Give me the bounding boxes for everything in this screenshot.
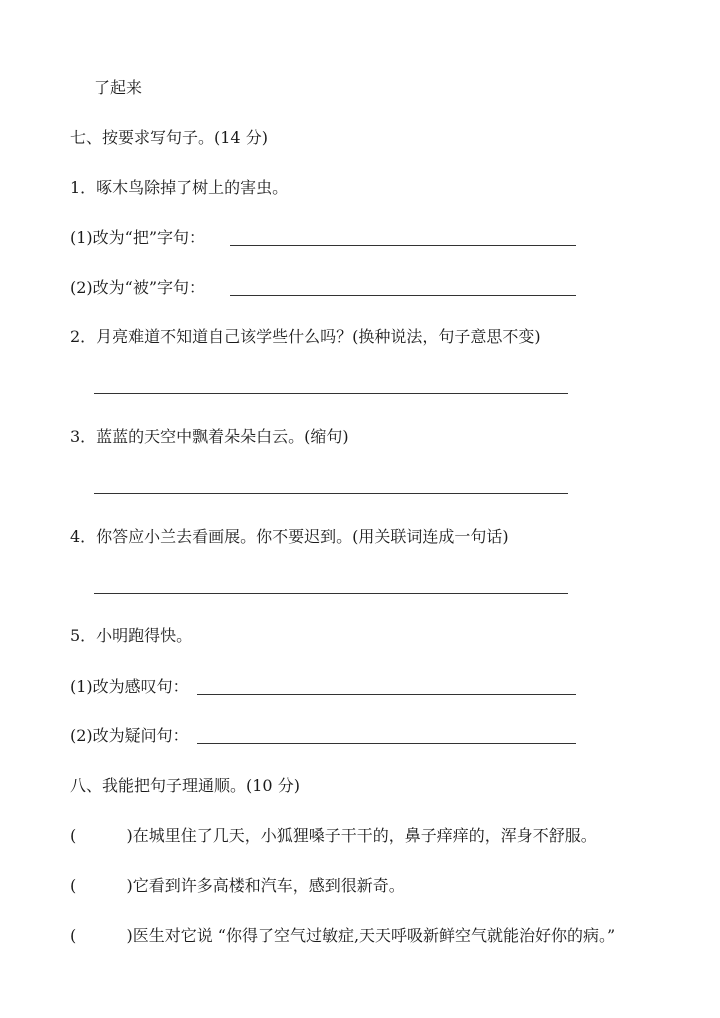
q3-prompt: 3．蓝蓝的天空中飘着朵朵白云。(缩句) [70, 427, 349, 446]
q3-answer-line[interactable] [94, 493, 568, 494]
order-item [70, 876, 405, 896]
q5-prompt: 5．小明跑得快。 [70, 626, 193, 645]
q2-prompt: 2．月亮难道不知道自己该学些什么吗？(换种说法，句子意思不变) [70, 327, 541, 346]
order-sentence: 在城里住了几天，小狐狸嗓子干干的，鼻子痒痒的，浑身不舒服。 [132, 826, 597, 845]
q1-sub1-label: (1)改为“把”字句： [70, 228, 206, 247]
section7-heading: 七、按要求写句子。(14 分) [70, 128, 268, 147]
q1-sub2-answer-line[interactable] [230, 295, 576, 296]
q5-sub1 [70, 677, 189, 697]
continuation-text: 了起来 [94, 78, 143, 97]
order-sentence: 医生对它说 “你得了空气过敏症,天天呼吸新鲜空气就能治好你的病。” [132, 926, 616, 945]
q5-sub2-label: (2)改为疑问句： [70, 726, 189, 745]
q2-answer-line[interactable] [94, 393, 568, 394]
q5-sub2 [70, 726, 189, 746]
section8-heading: 八、我能把句子理通顺。(10 分) [70, 776, 300, 795]
q1-sub2 [70, 278, 205, 298]
q5-sub2-answer-line[interactable] [197, 743, 576, 744]
order-item [70, 826, 597, 846]
order-open-paren: ( [70, 876, 77, 895]
order-close-paren: ) [126, 826, 133, 845]
order-close-paren: ) [126, 876, 133, 895]
q1-sub2-label: (2)改为“被”字句： [70, 278, 206, 297]
q1-prompt: 1．啄木鸟除掉了树上的害虫。 [70, 178, 289, 197]
q1-sub1 [70, 228, 205, 248]
order-close-paren: ) [126, 926, 133, 945]
q5-sub1-answer-line[interactable] [197, 694, 576, 695]
q4-answer-line[interactable] [94, 593, 568, 594]
q5-sub1-label: (1)改为感叹句： [70, 677, 189, 696]
order-item [70, 926, 615, 946]
order-sentence: 它看到许多高楼和汽车，感到很新奇。 [132, 876, 405, 895]
order-open-paren: ( [70, 926, 77, 945]
q4-prompt: 4．你答应小兰去看画展。你不要迟到。(用关联词连成一句话) [70, 527, 509, 546]
order-open-paren: ( [70, 826, 77, 845]
q1-sub1-answer-line[interactable] [230, 245, 576, 246]
